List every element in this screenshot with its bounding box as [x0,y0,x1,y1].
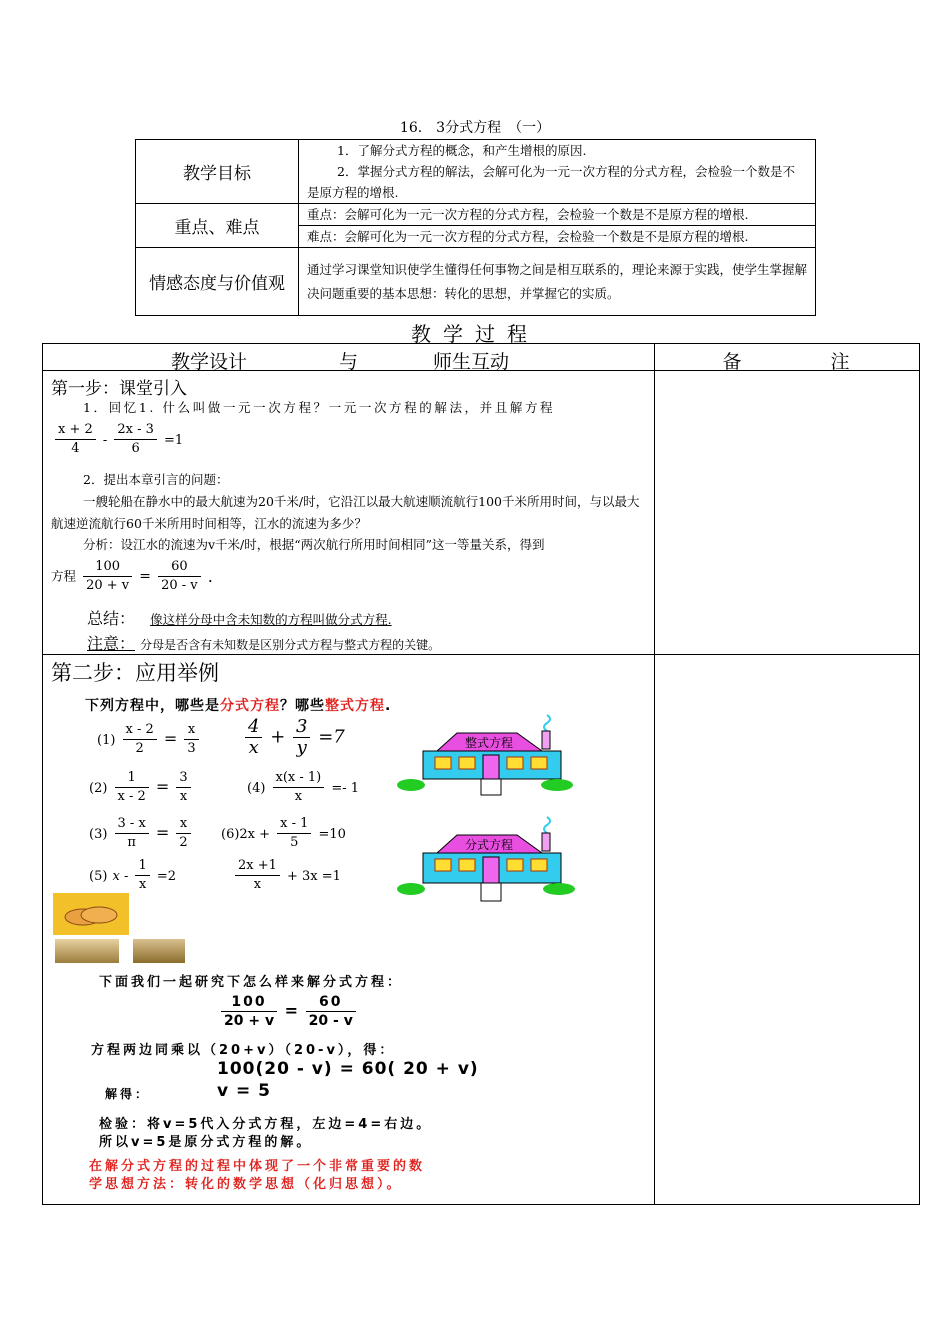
e3-num: 1 [115,769,149,788]
eq2-den1: 20 + v [86,578,130,593]
e5-eq: = [155,823,170,842]
clapping-hands-icon [53,893,129,935]
idea-line-2: 学思想方法：转化的数学思想（化归思想）。 [89,1177,403,1192]
e2-rhs: =7 [318,726,345,748]
eq1-rhs: =1 [163,433,184,448]
eq1-minus: - [102,433,108,448]
e8-rhs: + 3x =1 [287,869,341,884]
e4-label: (4) [247,781,266,796]
e2-num1: 4 [245,717,262,738]
e5-label: (3) [89,827,108,842]
e3-den: x - 2 [117,789,146,804]
eq-e3 [89,769,193,806]
key-label: 重点、难点 [136,204,299,248]
equation-3 [219,993,358,1030]
eq1-den1: 4 [71,441,80,456]
step1-heading: 第一步：课堂引入 [51,379,187,399]
e4-rhs: =- 1 [331,781,360,796]
eq-e4 [247,769,359,806]
question-a: 下列方程中，哪些是 [85,698,220,714]
check-line-1: 检验：将v=5代入分式方程，左边=4=右边。 [99,1117,433,1132]
e5-den2: 2 [179,835,188,850]
question-c: ？哪些 [280,698,325,714]
e3-label: (2) [89,781,108,796]
header-design-a: 教学设计 [171,351,248,373]
eq-e7 [89,857,176,894]
eq-e2 [243,717,345,758]
decorative-mark-icon-2 [133,939,185,963]
check-line-2: 所以v=5是原分式方程的解。 [99,1135,313,1150]
e1-num: x - 2 [123,721,157,740]
summary-label: 总结： [87,609,136,628]
key-point: 重点：会解可化为一元一次方程的分式方程，会检验一个数是不是原方程的增根. [299,204,816,226]
goal-line-1: 1．了解分式方程的概念，和产生增根的原因. [337,143,587,158]
e5-num2: x [176,815,190,834]
e1-label: (1) [97,733,116,748]
remark-header [654,344,920,371]
e8-num: 2x +1 [235,857,280,876]
question-b: 分式方程 [220,698,280,714]
e4-num: x(x - 1) [273,769,325,788]
e3-den2: x [179,789,188,804]
goal-content [299,140,816,204]
eq-e1 [97,721,201,758]
note [87,631,440,654]
step1-problem: 一艘轮船在静水中的最大航速为20千米/时，它沿江以最大航速顺流航行100千米所用时间，与以最大航速逆流航行60千米所用时间相等，江水的流速为多少？ [51,494,640,531]
e2-num2: 3 [293,717,310,738]
step1-cell [43,371,655,655]
e1-num2: x [184,721,198,740]
house-integer-image [397,709,577,805]
attitude-label: 情感态度与价值观 [136,248,299,316]
e7-den: x [138,877,147,892]
e1-den: 2 [135,741,144,756]
header-remark-b: 注 [830,351,850,373]
eq3-num2: 60 [306,993,356,1012]
e7-label: (5) [89,869,108,884]
eq-e8 [233,857,341,894]
e6-den: 5 [290,835,299,850]
e2-den2: y [296,737,307,758]
header-design-c: 师生互动 [433,351,510,373]
e7-pre: x - [112,869,129,884]
step1-recall: 1．回忆1. 什么叫做一元一次方程？一元一次方程的解法，并且解方程 [83,400,556,415]
eq3-eq: = [284,1001,299,1020]
step2-heading: 第二步：应用举例 [51,661,219,685]
e3-eq: = [155,777,170,796]
note-label: 注意： [87,634,136,653]
e6-label: (6)2x + [221,827,271,842]
e1-eq: = [163,729,178,748]
e2-den1: x [248,737,259,758]
step2-question [85,695,391,715]
house-top-label: 整式方程 [465,736,514,750]
e5-den: π [127,835,136,850]
step1-q2: 2．提出本章引言的问题： [83,472,229,487]
eq-e5 [89,815,193,852]
house-fraction-image [397,811,577,911]
note-text: 分母是否含有未知数是区别分式方程与整式方程的关键。 [140,638,441,652]
e8-den: x [253,877,262,892]
solve-label: 解得： [105,1087,151,1101]
header-design-b: 与 [339,351,359,373]
e3-num2: 3 [176,769,190,788]
eq2-equals: = [139,568,151,585]
equation-1 [53,421,183,458]
summary-text: 像这样分母中含未知数的方程叫做分式方程. [150,612,392,627]
eq3-den1: 20 + v [224,1013,275,1029]
eq-prefix: 方程 [51,568,77,584]
equation-2 [51,558,213,595]
solve-value: v = 5 [217,1081,271,1101]
process-title: 教学过程 [411,322,539,346]
objectives-table [135,139,816,316]
e7-num: 1 [135,857,149,876]
design-header [43,344,655,371]
eq2-end: . [207,567,213,586]
e1-den2: 3 [187,741,196,756]
question-e: . [385,698,392,714]
eq2-num1: 100 [83,558,132,577]
eq-e6 [221,815,346,852]
e6-num: x - 1 [277,815,311,834]
idea-line-1: 在解分式方程的过程中体现了一个非常重要的数 [89,1159,426,1174]
header-remark-a: 备 [722,351,742,373]
eq2-den2: 20 - v [161,578,198,593]
summary [87,606,392,629]
study-text: 下面我们一起研究下怎么样来解分式方程： [99,975,404,990]
remark-cell-1 [654,371,920,655]
eq1-den2: 6 [131,441,140,456]
step1-analysis: 分析：设江水的流速为v千米/时，根据“两次航行所用时间相同”这一等量关系，得到 [83,537,545,552]
e6-rhs: =10 [318,827,346,842]
attitude-text: 通过学习课堂知识使学生懂得任何事物之间是相互联系的，理论来源于实践，使学生掌握解决问题重要的基本思想：转化的思想，并掌握它的实质。 [299,248,816,316]
eq1-num1: x + 2 [55,421,96,440]
e4-den: x [294,789,303,804]
expand-equation: 100(20 - v) = 60( 20 + v) [217,1059,479,1079]
eq3-den2: 20 - v [308,1013,353,1029]
e2-plus: + [270,726,286,748]
question-d: 整式方程 [325,698,385,714]
remark-cell-2 [654,655,920,1205]
goal-label: 教学目标 [136,140,299,204]
eq2-num2: 60 [158,558,201,577]
eq1-num2: 2x - 3 [114,421,157,440]
process-table [42,343,920,1205]
e5-num: 3 - x [115,815,149,834]
page-title: 16. 3分式方程 （一） [399,120,551,136]
house-bottom-label: 分式方程 [465,838,514,852]
multiply-text: 方程两边同乘以（20+v）（20-v），得： [91,1043,396,1058]
goal-line-2: 2．掌握分式方程的解法，会解可化为一元一次方程的分式方程，会检验一个数是不是原方程的增根. [307,164,795,200]
step2-cell [43,655,655,1205]
eq3-num1: 100 [221,993,277,1012]
decorative-mark-icon [55,939,119,963]
e7-rhs: =2 [156,869,177,884]
difficulty: 难点：会解可化为一元一次方程的分式方程，会检验一个数是不是原方程的增根. [299,226,816,248]
